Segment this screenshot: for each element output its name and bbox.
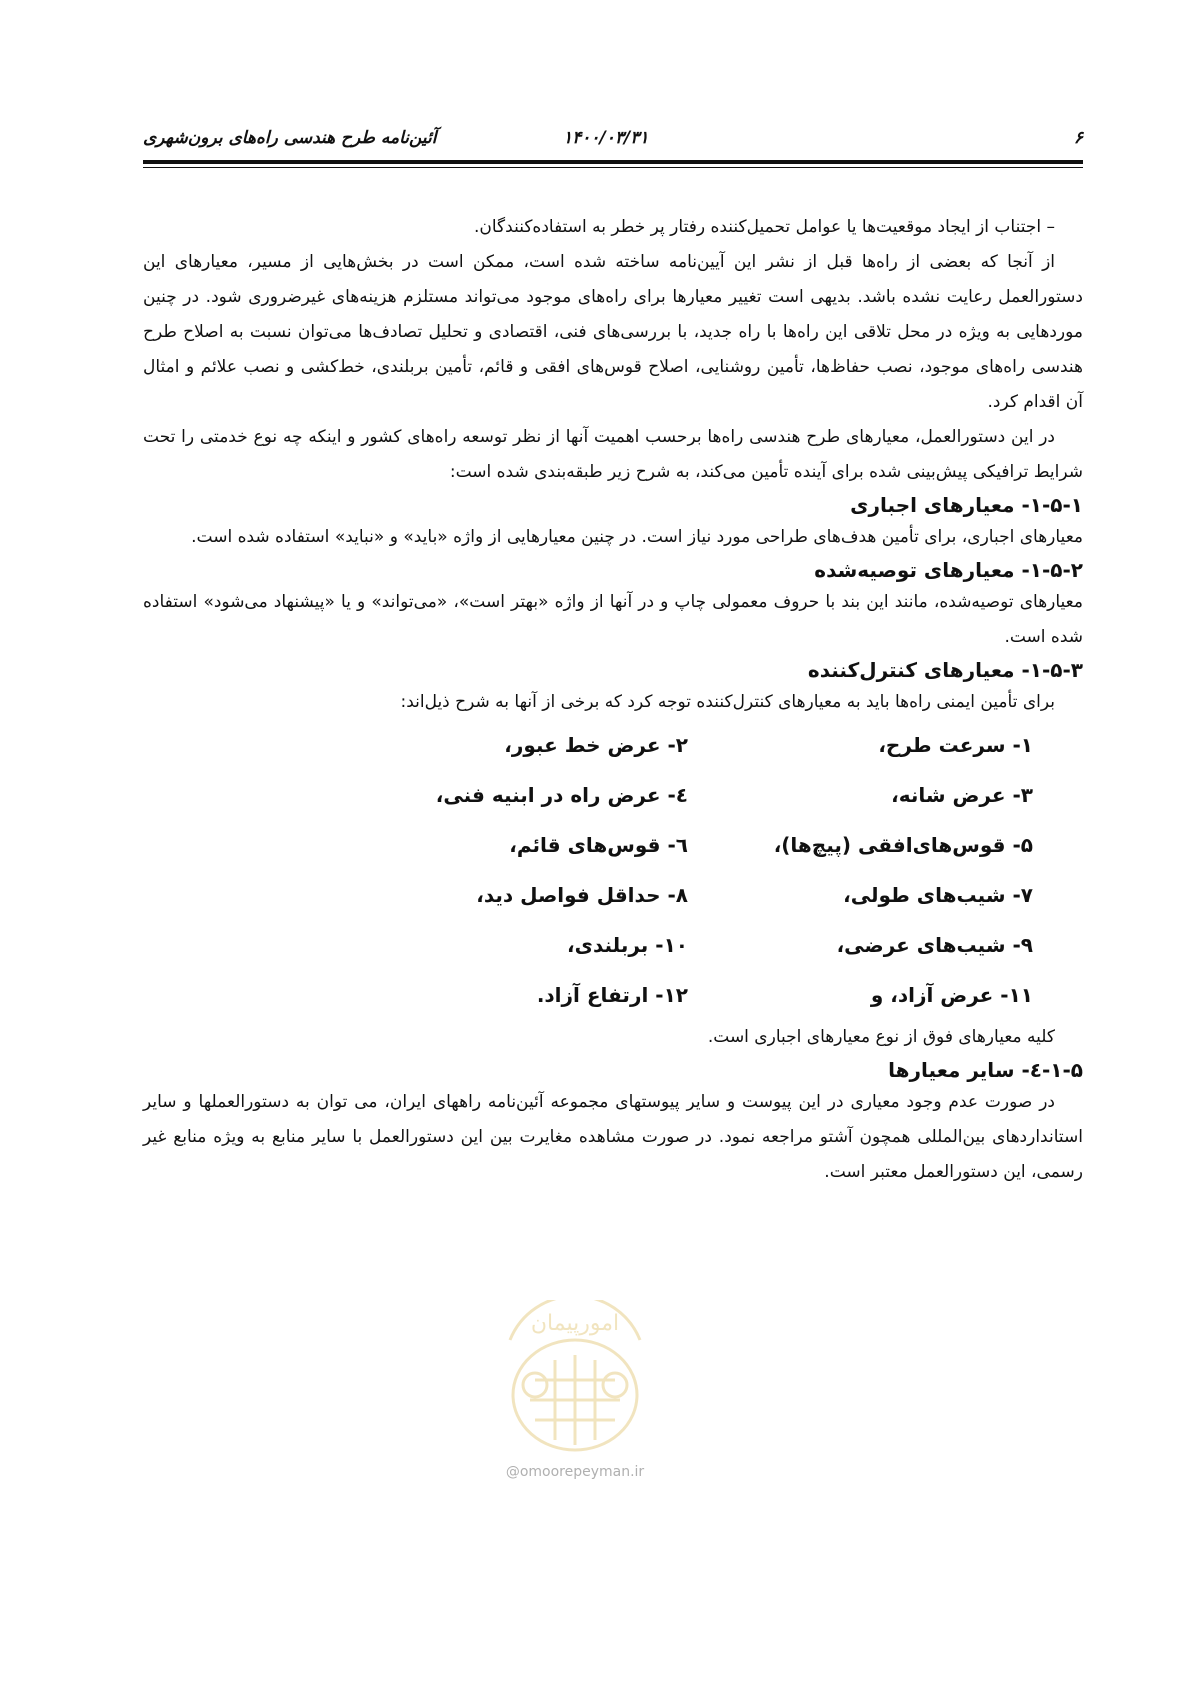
section-heading-controlling: ۱-۵-۳- معیارهای کنترل‌کننده [807, 658, 1083, 682]
section-heading-other: ۱-۵-٤- سایر معیارها [888, 1058, 1083, 1082]
intro-paragraph-1: از آنجا که بعضی از راه‌ها قبل از نشر این آیین‌نامه ساخته شده است، ممکن است در بخش‌هایی از مسیر، معیارهای این دستورالعمل رعایت نشده باشد. بدیهی است تغییر معیارها برای راه‌های موجود می‌تواند مستلزم هزینه‌های غیرضروری شود. در چنین موردهایی به ویژه در محل تلاقی این راه‌ها با راه جدید، با بررسی‌های فنی، اقتصادی و تحلیل تصادف‌ها می‌توان نسبت به اصلاح طرح هندسی راه‌های موجود، نصب حفاظ‌ها، تأمین روشنایی، اصلاح قوس‌های افقی و قائم، تأمین بربلندی، خط‌کشی و نصب علائم و امثال آن اقدام کرد. [143, 252, 1083, 412]
list-item: ۹- شیب‌های عرضی، [836, 933, 1033, 957]
intro-bullet: – اجتناب از ایجاد موقعیت‌ها یا عوامل تحمیل‌کننده رفتار پر خطر به استفاده‌کنندگان. [473, 217, 1055, 237]
intro-paragraph-2: در این دستورالعمل، معیارهای طرح هندسی راه‌ها برحسب اهمیت آنها از نظر توسعه راه‌های کشور و اینکه چه نوع خدمتی را تحت شرایط ترافیکی پیش‌بینی شده برای آینده تأمین می‌کند، به شرح زیر طبقه‌بندی شده است: [143, 427, 1083, 482]
watermark-url: @omoorepeyman.ir [505, 1464, 645, 1480]
list-item: ٦- قوس‌های قائم، [509, 833, 688, 857]
list-item: ۵- قوس‌های‌افقی (پیچ‌ها)، [773, 833, 1033, 857]
list-item: ۳- عرض شانه، [891, 783, 1033, 807]
section-text-mandatory: معیارهای اجباری، برای تأمین هدف‌های طراحی مورد نیاز است. در چنین معیارهایی از واژه «باید» و «نباید» استفاده شده است. [191, 527, 1083, 547]
watermark-logo [470, 1300, 680, 1460]
list-item: ۲- عرض خط عبور، [504, 733, 688, 757]
list-item: ۱۰- بربلندی، [567, 933, 688, 957]
section-text-recommended: معیارهای توصیه‌شده، مانند این بند با حروف معمولی چاپ و در آنها از واژه «بهتر است»، «می‌تواند» و یا «پیشنهاد می‌شود» استفاده شده است. [143, 592, 1083, 647]
list-item: ۱۱- عرض آزاد، و [870, 983, 1033, 1007]
section-text-other: در صورت عدم وجود معیاری در این پیوست و سایر پیوستهای مجموعه آئین‌نامه راههای ایران، می توان به دستورالعملها و سایر استانداردهای بین‌المللی همچون آشتو مراجعه نمود. در صورت مشاهده مغایرت بین این دستورالعمل با سایر منابع به ویژه منابع غیر رسمی، این دستورالعمل معتبر است. [143, 1092, 1083, 1182]
list-item: ۱- سرعت طرح، [878, 733, 1033, 757]
list-item: ۱۲- ارتفاع آزاد. [536, 983, 688, 1007]
document-title: آئین‌نامه طرح هندسی راه‌های برون‌شهری [143, 128, 437, 148]
header-date: ۱۴۰۰/۰۳/۳۱ [563, 128, 649, 148]
criteria-note: کلیه معیارهای فوق از نوع معیارهای اجباری است. [707, 1027, 1055, 1047]
page-number: ۶ [1073, 128, 1083, 148]
controlling-criteria-list [143, 720, 1083, 1020]
page-content [143, 210, 1083, 1190]
page-header [143, 128, 1083, 156]
header-rule-thin [143, 167, 1083, 168]
list-item: ٤- عرض راه در ابنیه فنی، [435, 783, 688, 807]
section-heading-recommended: ۱-۵-۲- معیارهای توصیه‌شده [814, 558, 1083, 582]
list-item: ۸- حداقل فواصل دید، [476, 883, 688, 907]
header-rule-thick [143, 160, 1083, 164]
section-heading-mandatory: ۱-۵-۱- معیارهای اجباری [850, 493, 1083, 517]
section-text-controlling: برای تأمین ایمنی راه‌ها باید به معیارهای کنترل‌کننده توجه کرد که برخی از آنها به شرح ذیل‌اند: [400, 692, 1055, 712]
list-item: ۷- شیب‌های طولی، [843, 883, 1033, 907]
watermark-logo-text: امورپیمان [530, 1311, 620, 1336]
